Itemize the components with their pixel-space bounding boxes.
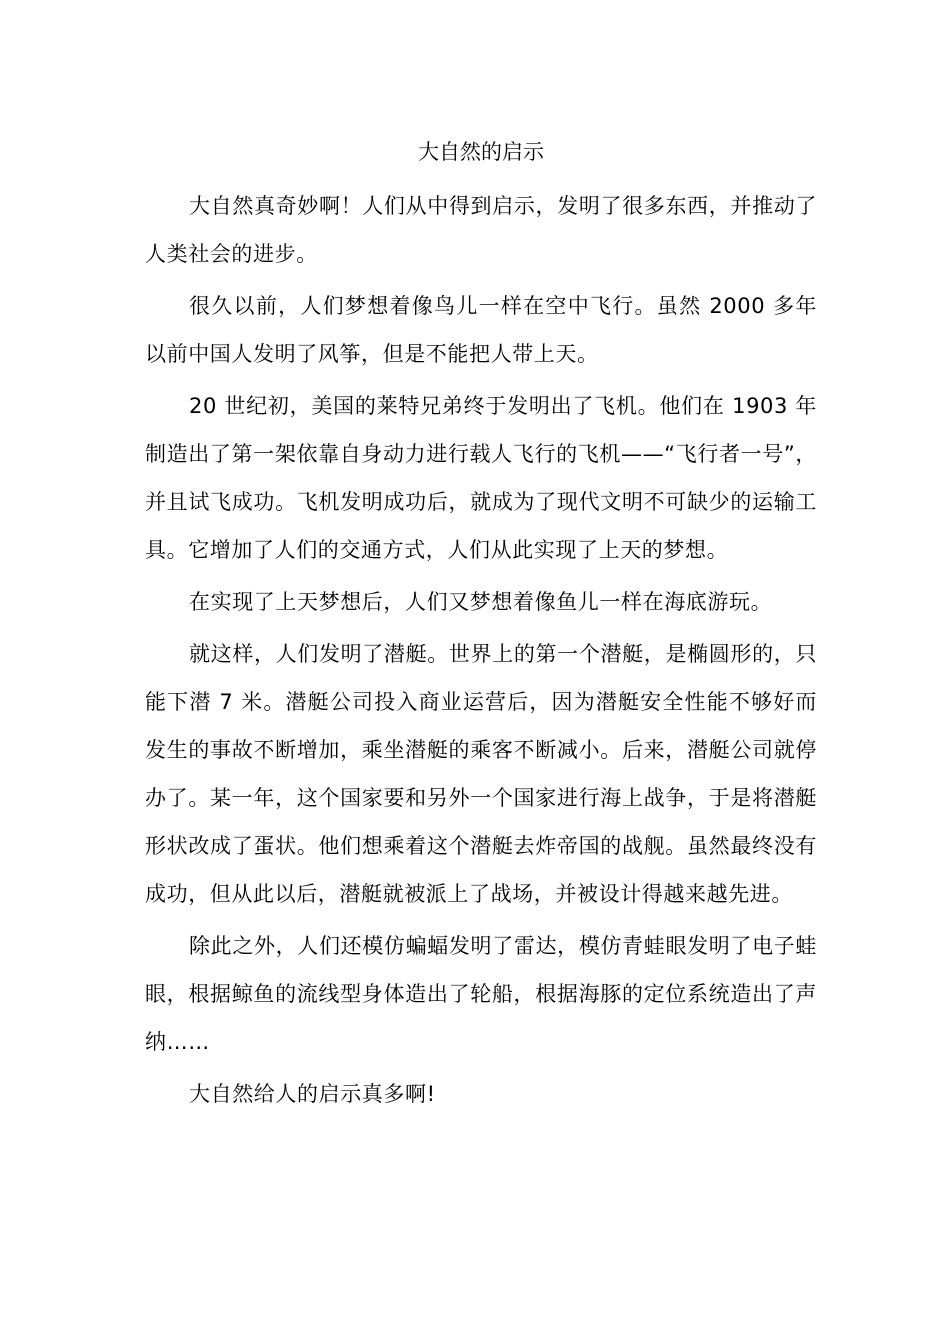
- document-title: 大自然的启示: [418, 140, 544, 164]
- paragraph-submarine: 就这样，人们发明了潜艇。世界上的第一个潜艇，是椭圆形的，只能下潜 7 米。潜艇公司投入商业运营后，因为潜艇安全性能不够好而发生的事故不断增加，乘坐潜艇的乘客不断减小。后来，潜艇公司就停办了。某一年，这个国家要和另外一个国家进行海上战争，于是将潜艇形状改成了蛋状。他们想乘着这个潜艇去炸帝国的战舰。虽然最终没有成功，但从此以后，潜艇就被派上了战场，并被设计得越来越先进。: [145, 642, 817, 906]
- paragraph-conclusion: 大自然给人的启示真多啊!: [189, 1082, 436, 1106]
- paragraph-intro: 大自然真奇妙啊！人们从中得到启示，发明了很多东西，并推动了人类社会的进步。: [145, 194, 817, 266]
- paragraph-kite: 很久以前，人们梦想着像鸟儿一样在空中飞行。虽然 2000 多年以前中国人发明了风筝，但是不能把人带上天。: [145, 294, 817, 366]
- document-body: [145, 128, 817, 1122]
- paragraph-airplane: 20 世纪初，美国的莱特兄弟终于发明出了飞机。他们在 1903 年制造出了第一架依靠自身动力进行载人飞行的飞机——“飞行者一号”，并且试飞成功。飞机发明成功后，就成为了现代文明不可缺少的运输工具。它增加了人们的交通方式，人们从此实现了上天的梦想。: [145, 394, 817, 562]
- paragraph-sea-dream: 在实现了上天梦想后，人们又梦想着像鱼儿一样在海底游玩。: [189, 590, 773, 614]
- paragraph-other-inventions: 除此之外，人们还模仿蝙蝠发明了雷达，模仿青蛙眼发明了电子蛙眼，根据鲸鱼的流线型身体造出了轮船，根据海豚的定位系统造出了声纳……: [145, 934, 817, 1054]
